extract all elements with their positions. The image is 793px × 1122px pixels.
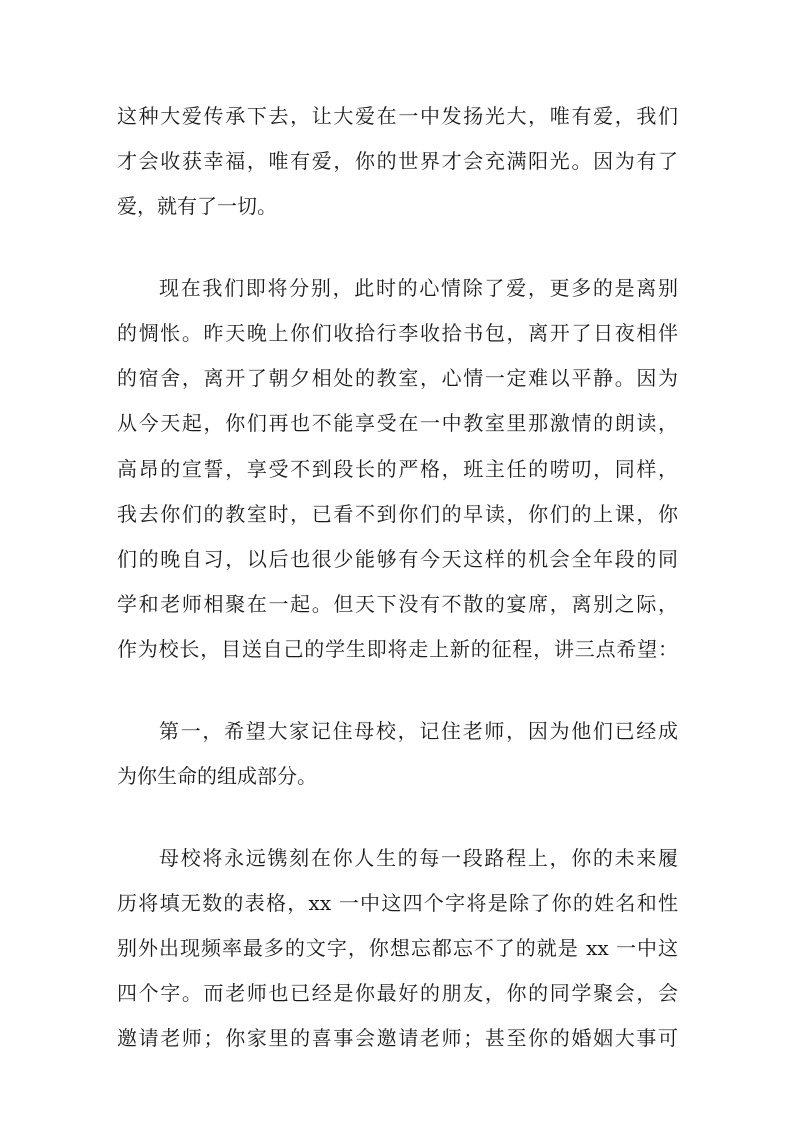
- text-line: 现在我们即将分别，此时的心情除了爱，更多的是离别: [159, 276, 678, 300]
- text-line: 高昂的宣誓，享受不到段长的严格，班主任的唠叨，同样，: [117, 457, 678, 481]
- text-line: 们的晚自习，以后也很少能够有今天这样的机会全年段的同: [117, 547, 678, 571]
- text-line: 四个字。而老师也已经是你最好的朋友，你的同学聚会，会: [117, 981, 678, 1005]
- text-line: 的惆怅。昨天晚上你们收拾行李收拾书包，离开了日夜相伴: [117, 321, 678, 345]
- text-line: 的宿舍，离开了朝夕相处的教室，心情一定难以平静。因为: [117, 366, 678, 390]
- text-line: 爱，就有了一切。: [117, 194, 277, 218]
- text-line: 为你生命的组成部分。: [117, 764, 317, 788]
- text-line: 我去你们的教室时，已看不到你们的早读，你们的上课，你: [117, 502, 678, 526]
- text-line: 邀请老师；你家里的喜事会邀请老师；甚至你的婚姻大事可: [117, 1026, 678, 1050]
- text-line: 第一，希望大家记住母校，记住老师，因为他们已经成: [159, 719, 678, 743]
- text-line: 从今天起，你们再也不能享受在一中教室里那激情的朗读，: [117, 411, 678, 435]
- text-line: 作为校长，目送自己的学生即将走上新的征程，讲三点希望：: [117, 637, 678, 661]
- text-line: 历将填无数的表格，xx 一中这四个字将是除了你的姓名和性: [117, 891, 678, 915]
- text-line: 这种大爱传承下去，让大爱在一中发扬光大，唯有爱，我们: [117, 104, 678, 128]
- text-line: 母校将永远镌刻在你人生的每一段路程上，你的未来履: [159, 846, 678, 870]
- text-line: 学和老师相聚在一起。但天下没有不散的宴席，离别之际，: [117, 592, 678, 616]
- text-line: 才会收获幸福，唯有爱，你的世界才会充满阳光。因为有了: [117, 149, 678, 173]
- text-line: 别外出现频率最多的文字，你想忘都忘不了的就是 xx 一中这: [117, 936, 678, 960]
